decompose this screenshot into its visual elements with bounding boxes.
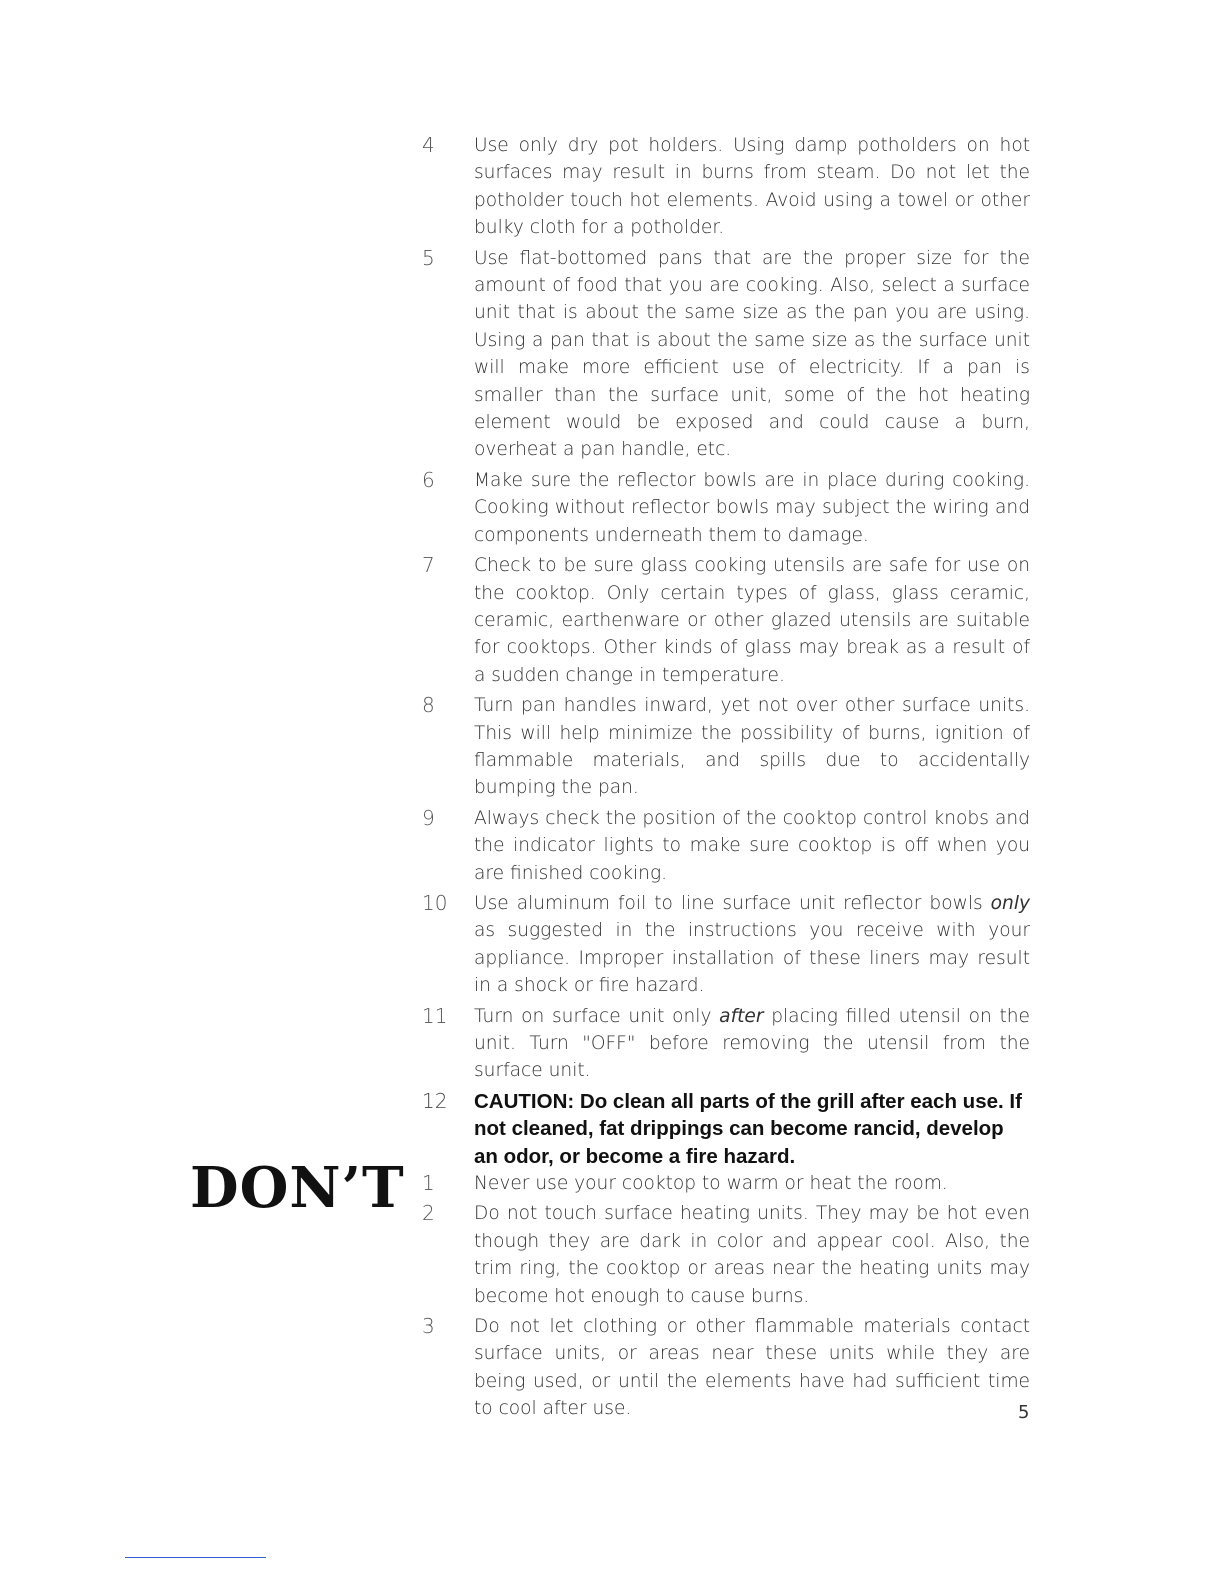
item-number: 3 (422, 1314, 435, 1339)
list-item (418, 805, 1030, 887)
item-number: 9 (422, 805, 435, 830)
item-text-after: as suggested in the instructions you receive with your appliance. Improper installation of these liners may result in a shock or fire hazard. (474, 920, 1030, 997)
list-item (418, 1200, 1030, 1310)
item-text-before: Use aluminum foil to line surface unit reflector bowls (474, 892, 991, 914)
dont-list (418, 1170, 1030, 1426)
item-number: 1 (422, 1171, 435, 1195)
item-text-emphasis: after (719, 1005, 764, 1027)
list-item (418, 1313, 1030, 1423)
do-list (418, 132, 1030, 1173)
item-number: 4 (422, 133, 435, 157)
item-number: 8 (422, 693, 435, 718)
list-item (418, 552, 1030, 689)
item-number: 12 (422, 1088, 448, 1113)
footnote-rule (125, 1557, 266, 1558)
item-text: Turn pan handles inward, yet not over other surface units. This will help minimize the possibility of burns, ignition of flammable materials, and spills due to accidentally bumping the pan. (474, 695, 1030, 799)
item-text-after: placing filled utensil on the unit. Turn "OFF" before removing the utensil from the surface unit. (474, 1005, 1030, 1082)
item-number: 6 (422, 467, 435, 492)
item-text: Always check the position of the cooktop control knobs and the indicator lights to make sure cooktop is off when you are finished cooking. (474, 807, 1030, 884)
item-text: Make sure the reflector bowls are in place during cooking. Cooking without reflector bowls may subject the wiring and components underneath them to damage. (474, 469, 1030, 546)
item-number: 10 (422, 890, 448, 915)
list-item (418, 467, 1030, 549)
item-number: 11 (422, 1003, 448, 1028)
dont-heading: DON’T (190, 1155, 405, 1221)
caution-item (418, 1088, 1030, 1170)
item-text: Check to be sure glass cooking utensils are safe for use on the cooktop. Only certain types of glass, glass ceramic, ceramic, earthenware or other glazed utensils are suitable for cooktops. Other kinds of glass may break as a result of a sudden change in temperature. (474, 555, 1030, 686)
item-text: Never use your cooktop to warm or heat the room. (474, 1173, 948, 1194)
item-text: Do not touch surface heating units. They may be hot even though they are dark in color and appear cool. Also, the trim ring, the cooktop or areas near the heating units may become hot enough to cause burns. (474, 1203, 1030, 1307)
item-text: Do not let clothing or other flammable materials contact surface units, or areas near these units while they are being used, or until the elements have had sufficient time to cool after use. (474, 1316, 1030, 1420)
list-item (418, 1003, 1030, 1085)
item-number: 5 (422, 245, 435, 270)
item-text: Use only dry pot holders. Using damp potholders on hot surfaces may result in burns from steam. Do not let the potholder touch hot elements. Avoid using a towel or other bulky cloth for a potholder. (474, 135, 1030, 239)
item-text (474, 890, 1030, 1000)
list-item (418, 132, 1030, 242)
list-item (418, 245, 1030, 464)
list-item (418, 890, 1030, 1000)
item-text-before: Turn on surface unit only (474, 1005, 720, 1027)
item-text (474, 1003, 1030, 1085)
item-text-emphasis: only (990, 892, 1030, 914)
item-number: 2 (422, 1201, 435, 1226)
page-number: 5 (1018, 1402, 1030, 1423)
list-item (418, 1170, 1030, 1197)
list-item (418, 692, 1030, 802)
item-number: 7 (422, 553, 435, 578)
caution-text: CAUTION: Do clean all parts of the grill after each use. If not cleaned, fat drippings can become rancid, develop an odor, or become a fire hazard. (474, 1089, 1022, 1168)
item-text: Use flat-bottomed pans that are the proper size for the amount of food that you are cooking. Also, select a surface unit that is about the same size as the pan you are using. Using a pan that is about the same size as the surface unit will make more efficient use of electricity. If a pan is smaller than the surface unit, some of the hot heating element would be exposed and could cause a burn, overheat a pan handle, etc. (474, 247, 1030, 461)
